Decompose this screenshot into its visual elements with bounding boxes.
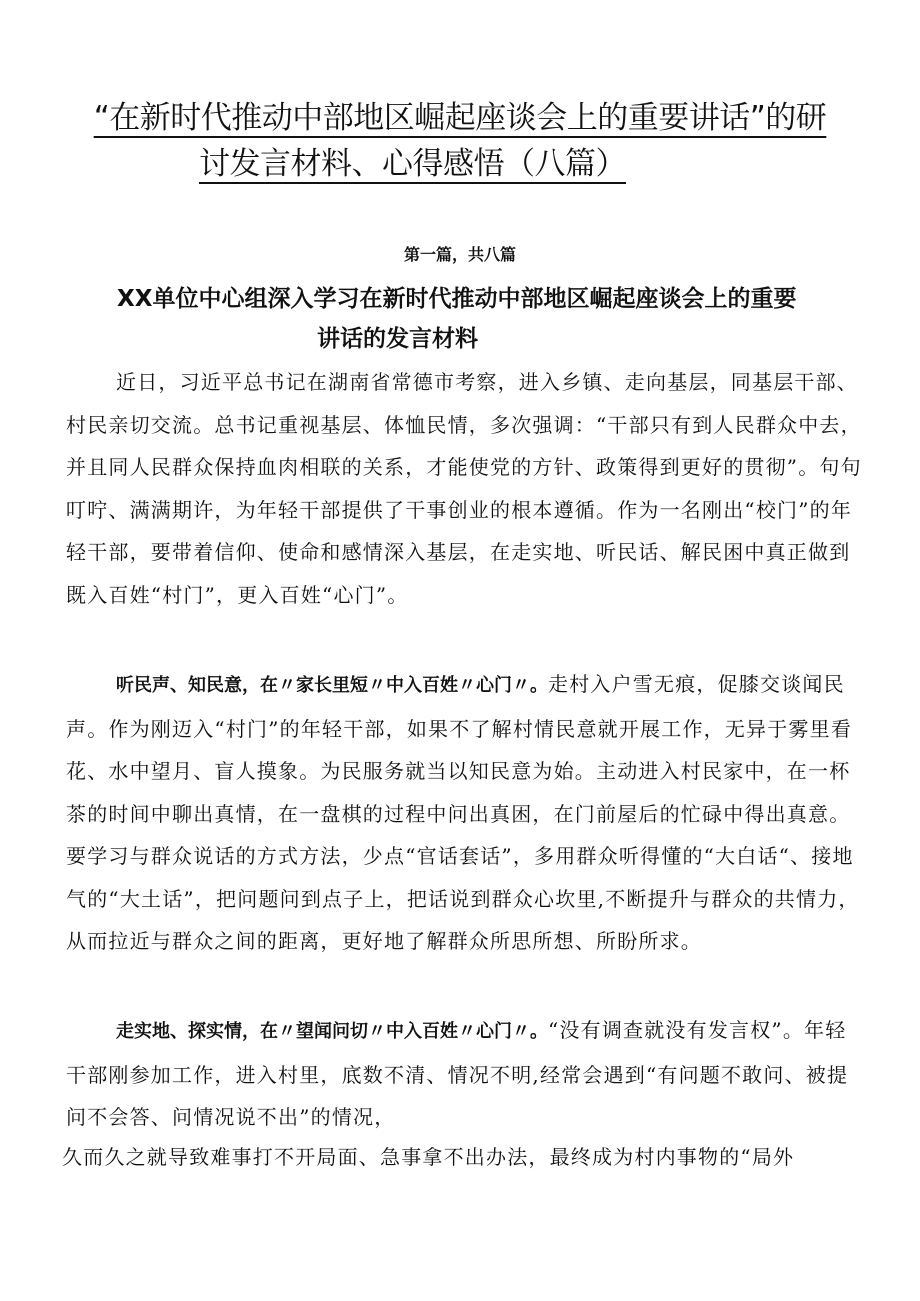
section-heading-line-2: 讲话的发言材料 xyxy=(317,326,478,352)
paragraph-4: 久而久之就导致难事打不开局面、急事拿不出办法，最终成为村内事物的“局外 xyxy=(62,1145,795,1169)
subtitle: 第一篇，共八篇 xyxy=(403,245,516,264)
paragraph-2-text: 走村入户雪无痕，促膝交谈闻民声。作为刚迈入“村门”的年轻干部，如果不了解村情民意就开展工作，无异于雾里看花、水中望月、盲人摸象。为民服务就当以知民意为始。主动进入村民家中，在一杯茶的时间中聊出真情，在一盘棋的过程中问出真困，在门前屋后的忙碌中得出真意。要学习与群众说话的方式方法，少点“官话套话”，多用群众听得懂的“大白话“、接地气的“大土话”，把问题问到点子上，把话说到群众心坎里,不断提升与群众的共情力，从而拉近与群众之间的距离，更好地了解群众所思所想、所盼所求。 xyxy=(66,672,860,953)
paragraph-2-lead: 听民声、知民意，在〃家长里短〃中入百姓〃心门〃。 xyxy=(116,675,548,696)
document-title-line-1: “在新时代推动中部地区崛起座谈会上的重要讲话”的研 xyxy=(93,100,827,136)
paragraph-3-lead: 走实地、探实情，在〃望闻问切〃中入百姓〃心门〃。 xyxy=(116,1021,548,1042)
paragraph-3-text: “没有调查就没有发言权”。年轻干部刚参加工作，进入村里，底数不清、情况不明,经常会遇到“有问题不敢问、被提问不会答、问情况说不出”的情况， xyxy=(66,1018,849,1129)
paragraph-1-text: 近日，习近平总书记在湖南省常德市考察，进入乡镇、走向基层，同基层干部、村民亲切交流。总书记重视基层、体恤民情，多次强调：“干部只有到人民群众中去，并且同人民群众保持血肉相联的关系，才能使党的方针、政策得到更好的贯彻”。句句叮咛、满满期许，为年轻干部提供了干事创业的根本遵循。作为一名刚出“校门”的年轻干部，要带着信仰、使命和感情深入基层，在走实地、听民话、解民困中真正做到既入百姓“村门”，更入百姓“心门”。 xyxy=(66,370,862,607)
paragraph-3 xyxy=(66,1009,862,1139)
document-title-line-2: 讨发言材料、心得感悟（八篇） xyxy=(199,146,626,182)
section-heading-line-1: XX单位中心组深入学习在新时代推动中部地区崛起座谈会上的重要 xyxy=(117,286,797,312)
paragraph-2 xyxy=(66,663,862,963)
paragraph-1 xyxy=(66,361,862,616)
